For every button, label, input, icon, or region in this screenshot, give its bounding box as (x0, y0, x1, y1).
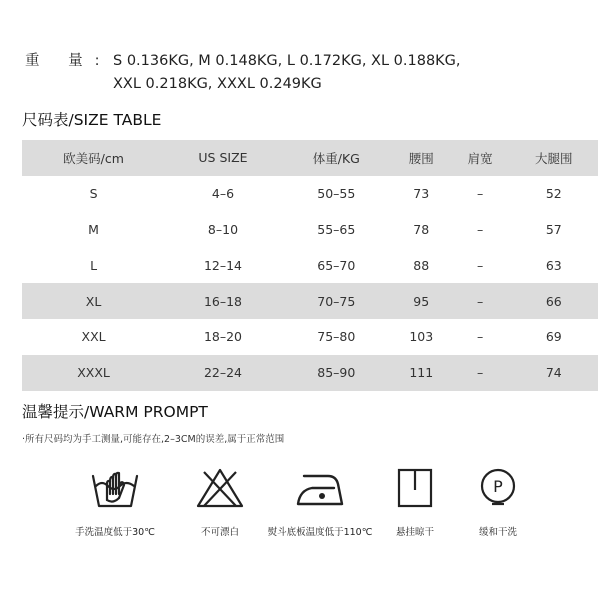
table-cell: – (451, 176, 510, 212)
no-bleach-icon (190, 462, 250, 512)
table-cell: 65–70 (281, 247, 392, 283)
table-cell: 111 (392, 355, 451, 391)
header-cell: 体重/KG (281, 140, 392, 176)
iron-icon (290, 462, 350, 512)
table-row (22, 319, 598, 355)
table-row (22, 212, 598, 248)
table-header-row (22, 140, 598, 176)
hand-wash-icon (85, 462, 145, 512)
weight-values-line-1: S 0.136KG, M 0.148KG, L 0.172KG, XL 0.188KG, (113, 53, 461, 69)
table-cell: XXXL (22, 355, 165, 391)
table-cell: S (22, 176, 165, 212)
weight-values-line-2: XXL 0.218KG, XXXL 0.249KG (113, 76, 322, 92)
table-row (22, 176, 598, 212)
table-row (22, 247, 598, 283)
table-cell: 74 (510, 355, 598, 391)
care-label: 不可漂白 (200, 527, 239, 538)
care-item-iron (265, 462, 375, 538)
table-cell: L (22, 247, 165, 283)
warm-prompt-title: 温馨提示/WARM PROMPT (22, 403, 208, 421)
table-cell: XL (22, 283, 165, 319)
header-cell: 大腿围 (510, 140, 598, 176)
table-cell: 55–65 (281, 212, 392, 248)
table-cell: 73 (392, 176, 451, 212)
table-cell: 18–20 (165, 319, 281, 355)
care-label: 手洗温度低于30℃ (75, 527, 155, 538)
care-label: 悬挂晾干 (395, 527, 434, 538)
table-cell: – (451, 212, 510, 248)
table-cell: 103 (392, 319, 451, 355)
table-cell: XXL (22, 319, 165, 355)
care-label: 缓和干洗 (478, 527, 517, 538)
table-cell: 50–55 (281, 176, 392, 212)
table-row (22, 283, 598, 319)
table-cell: M (22, 212, 165, 248)
table-cell: 4–6 (165, 176, 281, 212)
care-item-dry-clean (443, 462, 553, 538)
table-cell: – (451, 319, 510, 355)
table-cell: – (451, 247, 510, 283)
table-cell: 12–14 (165, 247, 281, 283)
table-row (22, 355, 598, 391)
table-cell: 16–18 (165, 283, 281, 319)
table-cell: 85–90 (281, 355, 392, 391)
table-cell: – (451, 283, 510, 319)
table-cell: 95 (392, 283, 451, 319)
weight-label: 重 量: (25, 53, 112, 69)
header-cell: 欧美码/cm (22, 140, 165, 176)
table-cell: 75–80 (281, 319, 392, 355)
table-cell: 66 (510, 283, 598, 319)
header-cell: 肩宽 (451, 140, 510, 176)
care-label: 熨斗底板温度低于110℃ (267, 527, 373, 538)
care-item-no-bleach (165, 462, 275, 538)
table-cell: – (451, 355, 510, 391)
table-cell: 78 (392, 212, 451, 248)
size-table-title: 尺码表/SIZE TABLE (22, 111, 162, 129)
header-cell: 腰围 (392, 140, 451, 176)
table-cell: 70–75 (281, 283, 392, 319)
care-item-hand-wash (60, 462, 170, 538)
table-cell: 22–24 (165, 355, 281, 391)
measurement-note: ·所有尺码均为手工测量,可能存在,2–3CM的误差,属于正常范围 (22, 434, 285, 445)
table-cell: 88 (392, 247, 451, 283)
table-cell: 63 (510, 247, 598, 283)
table-cell: 52 (510, 176, 598, 212)
hang-dry-icon (385, 462, 445, 512)
table-cell: 69 (510, 319, 598, 355)
header-cell: US SIZE (165, 140, 281, 176)
svg-text:P: P (493, 477, 503, 496)
dry-clean-icon (468, 462, 528, 512)
table-cell: 57 (510, 212, 598, 248)
table-cell: 8–10 (165, 212, 281, 248)
size-table (22, 140, 598, 391)
